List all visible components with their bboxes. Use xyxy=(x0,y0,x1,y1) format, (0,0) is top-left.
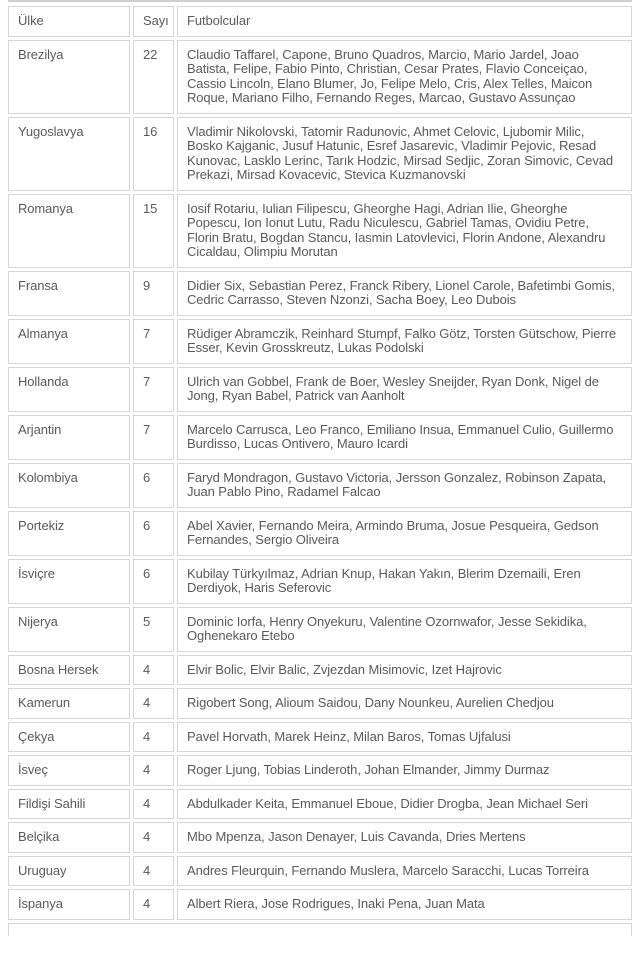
previous-row-cutoff xyxy=(8,0,632,2)
count-cell: 4 xyxy=(133,822,174,853)
players-cell: Marcelo Carrusca, Leo Franco, Emiliano Insua, Emmanuel Culio, Guillermo Burdisso, Lucas Ontivero, Mauro Icardi xyxy=(177,415,632,460)
table-row xyxy=(8,511,632,556)
table-row xyxy=(8,117,632,191)
table-row xyxy=(8,755,632,786)
country-cell: Çekya xyxy=(8,722,130,753)
column-header-country: Ülke xyxy=(8,6,130,37)
country-cell: Almanya xyxy=(8,319,130,364)
table-row xyxy=(8,271,632,316)
players-cell: Pavel Horvath, Marek Heinz, Milan Baros, Tomas Ujfalusi xyxy=(177,722,632,753)
country-cell: Yugoslavya xyxy=(8,117,130,191)
country-cell: Bosna Hersek xyxy=(8,655,130,686)
count-cell: 7 xyxy=(133,367,174,412)
count-cell: 4 xyxy=(133,789,174,820)
count-cell: 6 xyxy=(133,511,174,556)
table-row xyxy=(8,367,632,412)
country-cell: Hollanda xyxy=(8,367,130,412)
count-cell: 4 xyxy=(133,856,174,887)
country-cell: İsveç xyxy=(8,755,130,786)
players-cell: Elvir Bolic, Elvir Balic, Zvjezdan Misimovic, Izet Hajrovic xyxy=(177,655,632,686)
table-row xyxy=(8,194,632,268)
next-row-cutoff xyxy=(8,923,632,936)
count-cell: 4 xyxy=(133,688,174,719)
count-cell: 4 xyxy=(133,655,174,686)
count-cell: 4 xyxy=(133,722,174,753)
players-cell: Andres Fleurquin, Fernando Muslera, Marcelo Saracchi, Lucas Torreira xyxy=(177,856,632,887)
country-cell: Kamerun xyxy=(8,688,130,719)
players-cell: Dominic Iorfa, Henry Onyekuru, Valentine Ozornwafor, Jesse Sekidika, Oghenekaro Etebo xyxy=(177,607,632,652)
country-cell: İsviçre xyxy=(8,559,130,604)
count-cell: 15 xyxy=(133,194,174,268)
table-row xyxy=(8,889,632,920)
table-row xyxy=(8,607,632,652)
table-row xyxy=(8,722,632,753)
count-cell: 7 xyxy=(133,415,174,460)
players-cell: Ulrich van Gobbel, Frank de Boer, Wesley Sneijder, Ryan Donk, Nigel de Jong, Ryan Babel, Patrick van Aanholt xyxy=(177,367,632,412)
count-cell: 16 xyxy=(133,117,174,191)
country-cell: Nijerya xyxy=(8,607,130,652)
players-cell: Rüdiger Abramczik, Reinhard Stumpf, Falko Götz, Torsten Gütschow, Pierre Esser, Kevin Grosskreutz, Lukas Podolski xyxy=(177,319,632,364)
table-row xyxy=(8,856,632,887)
players-cell: Abdulkader Keita, Emmanuel Eboue, Didier Drogba, Jean Michael Seri xyxy=(177,789,632,820)
count-cell: 4 xyxy=(133,889,174,920)
count-cell: 4 xyxy=(133,755,174,786)
header-row xyxy=(8,6,632,37)
players-cell: Rigobert Song, Alioum Saidou, Dany Nounkeu, Aurelien Chedjou xyxy=(177,688,632,719)
country-cell: Belçika xyxy=(8,822,130,853)
players-cell: Abel Xavier, Fernando Meira, Armindo Bruma, Josue Pesqueira, Gedson Fernandes, Sergio Oliveira xyxy=(177,511,632,556)
country-cell: Kolombiya xyxy=(8,463,130,508)
players-cell: Roger Ljung, Tobias Linderoth, Johan Elmander, Jimmy Durmaz xyxy=(177,755,632,786)
count-cell: 9 xyxy=(133,271,174,316)
table-row xyxy=(8,415,632,460)
country-cell: İspanya xyxy=(8,889,130,920)
table-row xyxy=(8,822,632,853)
table-body xyxy=(8,40,632,920)
players-cell: Iosif Rotariu, Iulian Filipescu, Gheorghe Hagi, Adrian Ilie, Gheorghe Popescu, Ion Ionut Lutu, Radu Niculescu, Gabriel Tamas, Ovidiu Petre, Florin Bratu, Bogdan Stancu, Iasmin Latovlevici, Florin Andone, Alexandru Cicaldau, Olimpiu Morutan xyxy=(177,194,632,268)
country-cell: Arjantin xyxy=(8,415,130,460)
count-cell: 6 xyxy=(133,463,174,508)
count-cell: 5 xyxy=(133,607,174,652)
country-cell: Fildişi Sahili xyxy=(8,789,130,820)
count-cell: 22 xyxy=(133,40,174,114)
table-row xyxy=(8,789,632,820)
table-header xyxy=(8,6,632,37)
table-row xyxy=(8,463,632,508)
players-cell: Albert Riera, Jose Rodrigues, Inaki Pena, Juan Mata xyxy=(177,889,632,920)
table-row xyxy=(8,655,632,686)
count-cell: 6 xyxy=(133,559,174,604)
players-cell: Mbo Mpenza, Jason Denayer, Luis Cavanda, Dries Mertens xyxy=(177,822,632,853)
table-row xyxy=(8,40,632,114)
table-row xyxy=(8,319,632,364)
players-cell: Vladimir Nikolovski, Tatomir Radunovic, Ahmet Celovic, Ljubomir Milic, Bosko Kajganic, Jusuf Hatunic, Esref Jasarevic, Vladimir Pejovic, Resad Kunovac, Lasklo Lerinc, Tarık Hodzic, Mirsad Sedjic, Zoran Simovic, Cevad Prekazi, Mirsad Kovacevic, Stevica Kuzmanovski xyxy=(177,117,632,191)
country-cell: Fransa xyxy=(8,271,130,316)
players-cell: Claudio Taffarel, Capone, Bruno Quadros, Marcio, Mario Jardel, Joao Batista, Felipe, Fabio Pinto, Christian, Cesar Prates, Flavio Conceiçao, Cassio Lincoln, Elano Blumer, Jo, Felipe Melo, Cris, Alex Telles, Maicon Roque, Mariano Filho, Fernando Reges, Marcao, Gustavo Assunçao xyxy=(177,40,632,114)
country-cell: Romanya xyxy=(8,194,130,268)
players-table xyxy=(5,3,635,923)
players-cell: Didier Six, Sebastian Perez, Franck Ribery, Lionel Carole, Bafetimbi Gomis, Cedric Carrasso, Steven Nzonzi, Sacha Boey, Leo Dubois xyxy=(177,271,632,316)
count-cell: 7 xyxy=(133,319,174,364)
players-cell: Kubilay Türkyılmaz, Adrian Knup, Hakan Yakın, Blerim Dzemaili, Eren Derdiyok, Haris Seferovic xyxy=(177,559,632,604)
column-header-count: Sayı xyxy=(133,6,174,37)
country-cell: Portekiz xyxy=(8,511,130,556)
country-cell: Brezilya xyxy=(8,40,130,114)
players-cell: Faryd Mondragon, Gustavo Victoria, Jersson Gonzalez, Robinson Zapata, Juan Pablo Pino, Radamel Falcao xyxy=(177,463,632,508)
table-row xyxy=(8,559,632,604)
country-cell: Uruguay xyxy=(8,856,130,887)
table-row xyxy=(8,688,632,719)
column-header-players: Futbolcular xyxy=(177,6,632,37)
